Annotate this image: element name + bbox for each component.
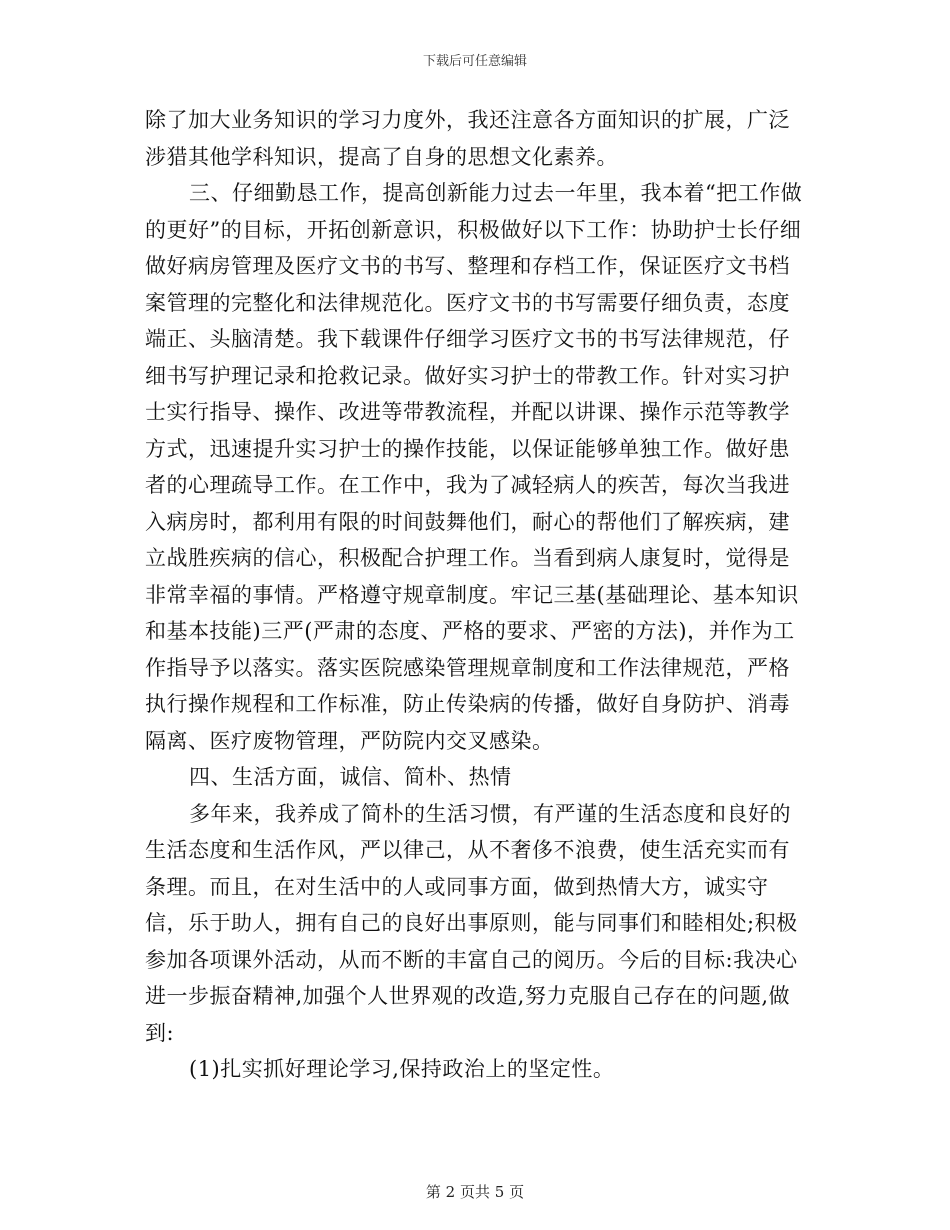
paragraph-4: 多年来，我养成了简朴的生活习惯，有严谨的生活态度和良好的生活态度和生活作风，严以律己，从不奢侈不浪费，使生活充实而有条理。而且，在对生活中的人或同事方面，做到热情大方，诚实守信，乐于助人，拥有自己的良好出事原则，能与同事们和睦相处;积极参加各项课外活动，从而不断的丰富自己的阅历。今后的目标:我决心进一步振奋精神,加强个人世界观的改造,努力克服自己存在的问题,做到: bbox=[145, 801, 798, 1045]
page-header: 下载后可任意编辑 bbox=[422, 54, 527, 69]
paragraph-1: 除了加大业务知识的学习力度外，我还注意各方面知识的扩展，广泛涉猎其他学科知识，提高了自身的思想文化素养。 bbox=[145, 108, 790, 169]
paragraph-5-goal-item-1: (1)扎实抓好理论学习,保持政治上的坚定性。 bbox=[189, 1057, 615, 1081]
page-number-footer: 第 2 页共 5 页 bbox=[425, 1183, 525, 1201]
document-body bbox=[145, 102, 809, 1088]
paragraph-3-section-four-heading: 四、生活方面，诚信、简朴、热情 bbox=[189, 765, 512, 789]
paragraph-2-section-three: 三、仔细勤恳工作，提高创新能力过去一年里，我本着“把工作做的更好”的目标，开拓创新意识，积极做好以下工作：协助护士长仔细做好病房管理及医疗文书的书写、整理和存档工作，保证医疗文书档案管理的完整化和法律规范化。医疗文书的书写需要仔细负责，态度端正、头脑清楚。我下载课件仔细学习医疗文书的书写法律规范，仔细书写护理记录和抢救记录。做好实习护士的带教工作。针对实习护士实行指导、操作、改进等带教流程，并配以讲课、操作示范等教学方式，迅速提升实习护士的操作技能，以保证能够单独工作。做好患者的心理疏导工作。在工作中，我为了减轻病人的疾苦，每次当我进入病房时，都利用有限的时间鼓舞他们，耐心的帮他们了解疾病，建立战胜疾病的信心，积极配合护理工作。当看到病人康复时，觉得是非常幸福的事情。严格遵守规章制度。牢记三基(基础理论、基本知识和基本技能)三严(严肃的态度、严格的要求、严密的方法)，并作为工作指导予以落实。落实医院感染管理规章制度和工作法律规范，严格执行操作规程和工作标准，防止传染病的传播，做好自身防护、消毒隔离、医疗废物管理，严防院内交叉感染。 bbox=[145, 181, 803, 753]
